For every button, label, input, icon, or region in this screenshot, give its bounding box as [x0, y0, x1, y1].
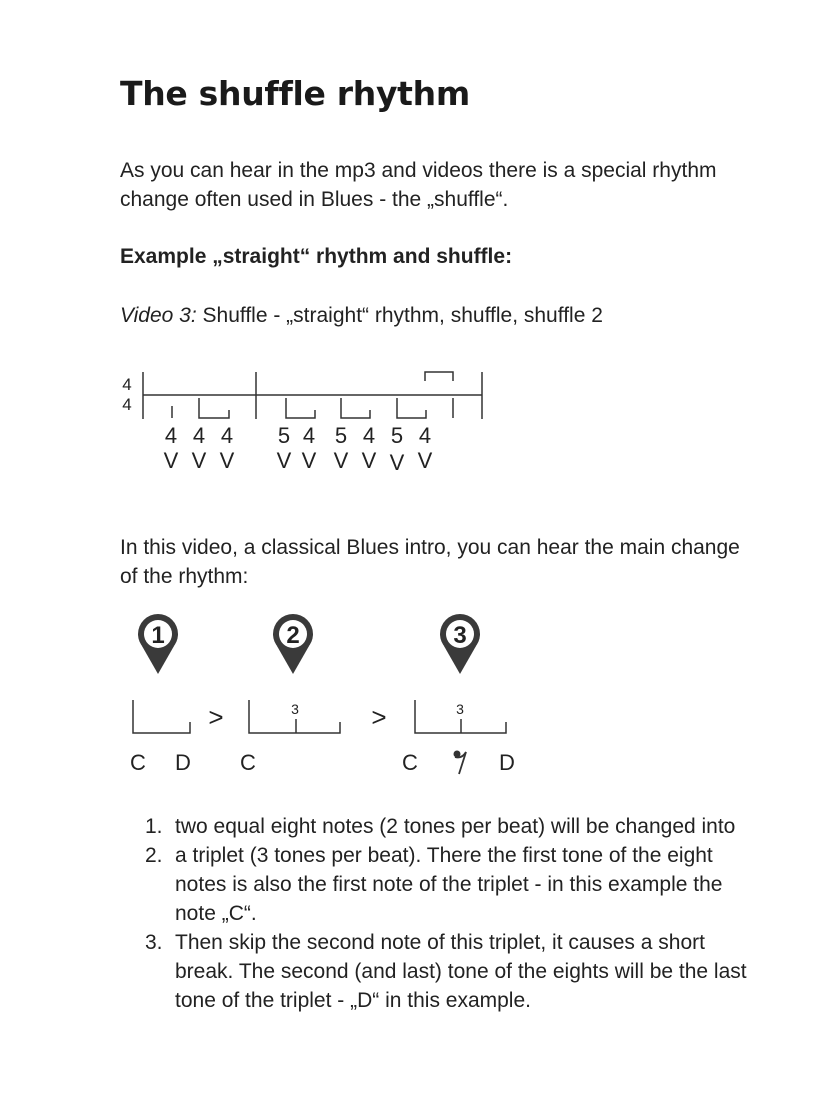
list-item	[145, 841, 755, 928]
note-letter: C	[130, 750, 146, 775]
arrow: >	[208, 702, 224, 732]
marker-2	[273, 614, 313, 674]
note-letter: D	[175, 750, 191, 775]
marker-1	[138, 614, 178, 674]
page-title: The shuffle rhythm	[120, 74, 470, 113]
stroke-mark: V	[219, 448, 235, 473]
hole-number: 4	[164, 423, 178, 448]
rhythm-change-diagram	[0, 600, 822, 790]
time-signature-bottom: 4	[122, 395, 132, 414]
video-label: Video 3:	[120, 304, 197, 327]
steps-list	[145, 812, 755, 1015]
stroke-mark: V	[361, 448, 377, 473]
hole-number: 4	[362, 423, 376, 448]
body-paragraph-2: In this video, a classical Blues intro, you can hear the main change of the rhythm:	[120, 536, 740, 588]
eighth-rest-icon	[454, 751, 467, 775]
marker-number: 1	[151, 622, 165, 649]
stroke-mark: V	[333, 448, 349, 473]
eighth-pair	[133, 700, 190, 733]
marker-number: 3	[453, 622, 467, 649]
hole-number: 4	[192, 423, 206, 448]
hole-number: 5	[390, 423, 404, 448]
list-text: a triplet (3 tones per beat). There the first tone of the eight notes is also the first note of the triplet - in this example the note „C“.	[175, 844, 723, 925]
list-number: 2.	[145, 844, 163, 867]
rhythm-notation-straight-shuffle	[0, 0, 822, 520]
list-text: Then skip the second note of this triplet, it causes a short break. The second (and last) tone of the eights will be the last tone of the triplet - „D“ in this example.	[175, 931, 747, 1012]
eighth-pair-beam	[286, 398, 315, 418]
stroke-mark: V	[276, 448, 292, 473]
arrow: >	[371, 702, 387, 732]
list-number: 3.	[145, 931, 163, 954]
video-text: Shuffle - „straight“ rhythm, shuffle, shuffle 2	[196, 304, 603, 327]
list-number: 1.	[145, 815, 163, 838]
hole-number: 4	[418, 423, 432, 448]
stroke-mark: V	[163, 448, 179, 473]
intro-paragraph: As you can hear in the mp3 and videos there is a special rhythm change often used in Blues - the „shuffle“.	[120, 159, 717, 211]
list-item	[145, 928, 755, 1015]
hole-number: 4	[302, 423, 316, 448]
marker-number: 2	[286, 622, 300, 649]
stroke-mark: V	[417, 448, 433, 473]
note-letter: C	[240, 750, 256, 775]
list-item	[145, 812, 755, 841]
repeat-bracket	[425, 372, 453, 381]
eighth-pair-beam	[199, 398, 229, 418]
eighth-pair-beam	[397, 398, 426, 418]
eighth-pair-beam	[341, 398, 370, 418]
hole-number: 5	[277, 423, 291, 448]
example-heading: Example „straight“ rhythm and shuffle:	[120, 245, 513, 268]
hole-number: 4	[220, 423, 234, 448]
marker-3	[440, 614, 480, 674]
stroke-mark: V	[301, 448, 317, 473]
note-letter: D	[499, 750, 515, 775]
time-signature-top: 4	[122, 375, 132, 394]
stroke-mark: V	[191, 448, 207, 473]
stroke-mark: V	[389, 450, 405, 475]
hole-number: 5	[334, 423, 348, 448]
triplet-label: 3	[291, 701, 299, 717]
triplet-label: 3	[456, 701, 464, 717]
list-text: two equal eight notes (2 tones per beat) will be changed into	[175, 815, 736, 838]
note-letter: C	[402, 750, 418, 775]
